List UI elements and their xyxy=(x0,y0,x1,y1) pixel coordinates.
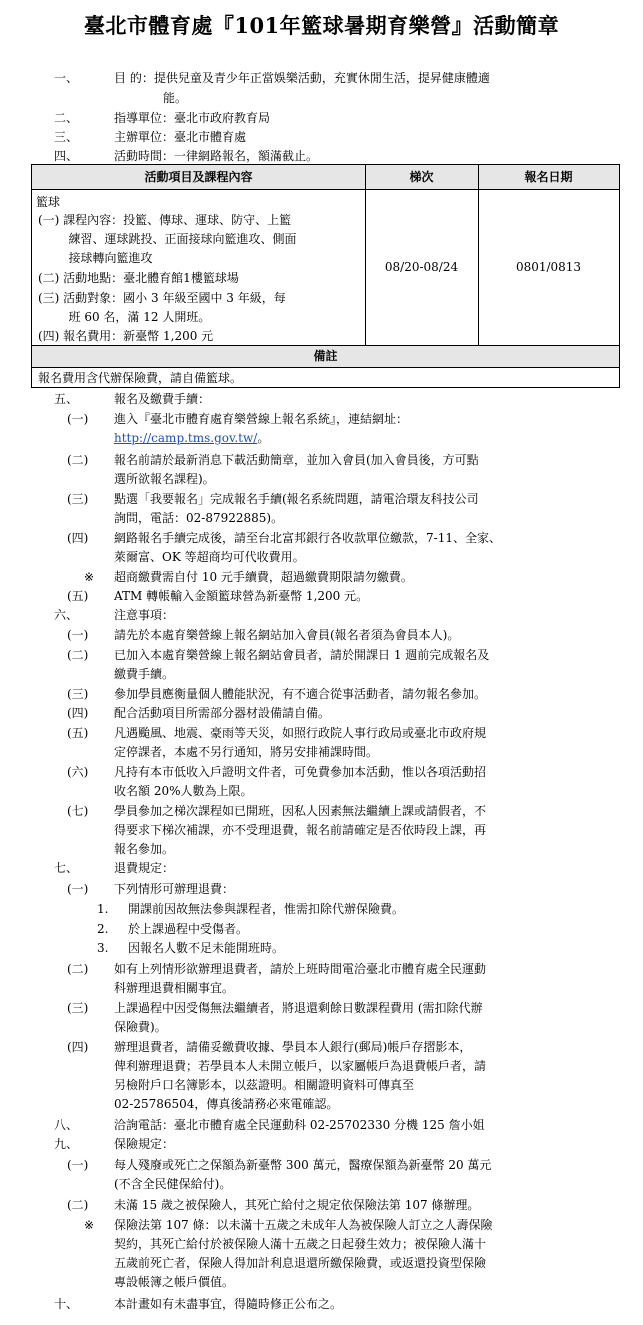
page-title: 臺北市體育處『101年籃球暑期育樂營』活動簡章 xyxy=(83,13,560,38)
item-text: 參加學員應衡量個人體能狀況，有不適合從事活動者，請勿報名參加。 xyxy=(114,687,487,701)
item-text: 選所欲報名課程)。 xyxy=(114,472,215,486)
item-number: (四) xyxy=(67,531,89,545)
item-text: 契約，其死亡給付於被保險人滿十五歲之日起發生效力；被保險人滿十 xyxy=(114,1237,487,1251)
item-number: (一) xyxy=(67,1158,89,1172)
item-text: 收名額 20%人數為上限。 xyxy=(114,784,253,798)
item-text: 凡遇颱風、地震、豪雨等天災，如照行政院人事行政局或臺北市政府規 xyxy=(114,726,487,740)
table-divider xyxy=(478,165,479,345)
item-number: (二) xyxy=(67,453,89,467)
course-detail-line: 接球轉向籃進攻 xyxy=(38,251,153,265)
item-text: 科辦理退費相關事宜。 xyxy=(114,981,235,995)
item-text: 保險費)。 xyxy=(114,1020,167,1034)
item-text: 另檢附戶口名簿影本，以茲證明。相關證明資料可傳真至 xyxy=(114,1078,415,1092)
course-name: 籃球 xyxy=(36,195,61,209)
course-detail-line: (三) 活動對象：國小 3 年級至國中 3 年級，每 xyxy=(38,291,286,305)
item-text: (不含全民健保給付)。 xyxy=(114,1177,232,1191)
item-text: 詢問，電話：02-87922885)。 xyxy=(114,511,284,525)
table-header-signup-date: 報名日期 xyxy=(524,170,573,184)
item-text: 點選「我要報名」完成報名手續(報名系統問題，請電洽環友科技公司 xyxy=(114,492,479,506)
item-number: (四) xyxy=(67,706,89,720)
course-signup-date: 0801/0813 xyxy=(515,260,582,274)
course-detail-line: 練習、運球跳投、正面接球向籃進攻、側面 xyxy=(38,232,297,246)
course-detail-line: (二) 活動地點：臺北體育館1樓籃球場 xyxy=(38,271,239,285)
course-detail-line: 班 60 名，滿 12 人開班。 xyxy=(38,310,211,324)
course-session: 08/20-08/24 xyxy=(384,260,459,274)
section-guidance-unit: 指導單位：臺北市政府教育局 xyxy=(114,111,271,125)
section-amendment: 本計畫如有未盡事宜，得隨時修正公布之。 xyxy=(114,1297,343,1311)
item-text: 繳費手續。 xyxy=(114,667,175,681)
item-number: (二) xyxy=(67,648,89,662)
item-text: 定停課者，本處不另行通知，將另安排補課時間。 xyxy=(114,745,379,759)
subitem-text: 開課前因故無法參與課程者，惟需扣除代辦保險費。 xyxy=(128,902,405,916)
table-header-course: 活動項目及課程內容 xyxy=(144,170,253,184)
item-text: 下列情形可辦理退費： xyxy=(114,882,235,896)
section-title: 報名及繳費手續： xyxy=(114,392,211,406)
table-note-header: 備註 xyxy=(313,349,338,363)
item-text: 辦理退費者，請備妥繳費收據、學員本人銀行(郵局)帳戶存摺影本， xyxy=(114,1040,472,1054)
item-text: 上課過程中因受傷無法繼續者，將退還剩餘日數課程費用 (需扣除代辦 xyxy=(114,1001,483,1015)
item-text: ATM 轉帳輸入金額籃球營為新臺幣 1,200 元。 xyxy=(114,589,369,603)
item-text: 凡持有本市低收入戶證明文件者，可免費參加本活動，惟以各項活動招 xyxy=(114,765,487,779)
course-detail-line: (一) 課程內容：投籃、傳球、運球、防守、上籃 xyxy=(38,213,292,227)
table-divider xyxy=(32,189,619,190)
table-note: 報名費用含代辦保險費，請自備籃球。 xyxy=(38,371,243,385)
section-number: 四、 xyxy=(54,149,79,163)
item-number: (一) xyxy=(67,412,89,426)
item-text: 學員參加之梯次課程如已開班，因私人因素無法繼續上課或請假者，不 xyxy=(114,804,487,818)
item-text: 請先於本處育樂營線上報名網站加入會員(報名者須為會員本人)。 xyxy=(114,628,460,642)
item-number: (四) xyxy=(67,1040,89,1054)
subitem-text: 因報名人數不足未能開班時。 xyxy=(128,941,285,955)
item-number: (五) xyxy=(67,589,89,603)
signup-system-link[interactable]: http://camp.tms.gov.tw/ xyxy=(114,431,258,445)
item-number: (三) xyxy=(67,492,89,506)
subitem-text: 於上課過程中受傷者。 xyxy=(128,922,249,936)
table-header-session: 梯次 xyxy=(409,170,434,184)
item-text: 超商繳費需自付 10 元手續費，超過繳費期限請勿繳費。 xyxy=(114,570,413,584)
item-text: 配合活動項目所需部分器材設備請自備。 xyxy=(114,706,331,720)
item-text: 如有上列情形欲辦理退費者，請於上班時間電洽臺北市體育處全民運動 xyxy=(114,962,487,976)
item-text: http://camp.tms.gov.tw/。 xyxy=(114,431,270,445)
item-text: 每人殘廢或死亡之保額為新臺幣 300 萬元，醫療保額為新臺幣 20 萬元 xyxy=(114,1158,492,1172)
item-text: 保險法第 107 條：以未滿十五歲之未成年人為被保險人訂立之人壽保險 xyxy=(114,1218,493,1232)
table-divider xyxy=(365,165,366,345)
item-text: 02-25786504，傳真後請務必來電確認。 xyxy=(114,1097,339,1111)
item-number: (二) xyxy=(67,1198,89,1212)
item-text: 五歲前死亡者，保險人得加計利息退還所繳保險費，或返還投資型保險 xyxy=(114,1256,487,1270)
section-number: 七、 xyxy=(54,861,79,875)
section-number: 六、 xyxy=(54,608,79,622)
item-text: 萊爾富、OK 等超商均可代收費用。 xyxy=(114,550,305,564)
section-title: 保險規定： xyxy=(114,1137,175,1151)
section-contact: 洽詢電話：臺北市體育處全民運動科 02-25702330 分機 125 詹小姐 xyxy=(114,1118,485,1132)
section-number: 一、 xyxy=(54,71,79,85)
course-detail-line: (四) 報名費用：新臺幣 1,200 元 xyxy=(38,329,214,343)
section-number: 二、 xyxy=(54,111,79,125)
item-text: 專設帳簿之帳戶價值。 xyxy=(114,1275,235,1289)
item-text: 已加入本處育樂營線上報名網站會員者，請於開課日 1 週前完成報名及 xyxy=(114,648,490,662)
item-text: 得要求下梯次補課，亦不受理退費，報名前請確定是否依時段上課，再 xyxy=(114,823,487,837)
subitem-number: 1. xyxy=(97,902,109,916)
note-mark: ※ xyxy=(84,570,95,584)
item-number: (三) xyxy=(67,1001,89,1015)
course-table xyxy=(31,164,620,388)
note-mark: ※ xyxy=(84,1218,95,1232)
subitem-number: 3. xyxy=(97,941,109,955)
section-number: 五、 xyxy=(54,392,79,406)
item-number: (七) xyxy=(67,804,89,818)
section-title: 注意事項： xyxy=(114,608,175,622)
section-organizer: 主辦單位：臺北市體育處 xyxy=(114,130,247,144)
section-title: 退費規定： xyxy=(114,861,175,875)
item-text: 俾利辦理退費；若學員本人未開立帳戶，以家屬帳戶為退費帳戶者，請 xyxy=(114,1059,487,1073)
item-number: (六) xyxy=(67,765,89,779)
section-number: 九、 xyxy=(54,1137,79,1151)
subitem-number: 2. xyxy=(97,922,109,936)
item-number: (二) xyxy=(67,962,89,976)
section-activity-time: 活動時間：一律網路報名，額滿截止。 xyxy=(114,149,319,163)
item-text: 報名前請於最新消息下載活動簡章，並加入會員(加入會員後，方可點 xyxy=(114,453,479,467)
section-number: 三、 xyxy=(54,130,79,144)
section-purpose-line2: 能。 xyxy=(163,91,188,105)
section-number: 八、 xyxy=(54,1118,79,1132)
section-purpose-line1: 目 的：提供兒童及青少年正當娛樂活動，充實休閒生活，提昇健康體適 xyxy=(114,71,490,85)
item-number: (一) xyxy=(67,628,89,642)
item-text: 進入『臺北市體育處育樂營線上報名系統』，連結網址： xyxy=(114,412,409,426)
section-number: 十、 xyxy=(54,1297,79,1311)
item-text: 網路報名手續完成後，請至台北富邦銀行各收款單位繳款，7-11、全家、 xyxy=(114,531,501,545)
item-number: (五) xyxy=(67,726,89,740)
item-text: 未滿 15 歲之被保險人，其死亡給付之規定依保險法第 107 條辦理。 xyxy=(114,1198,480,1212)
item-number: (一) xyxy=(67,882,89,896)
item-text: 報名參加。 xyxy=(114,842,175,856)
item-number: (三) xyxy=(67,687,89,701)
